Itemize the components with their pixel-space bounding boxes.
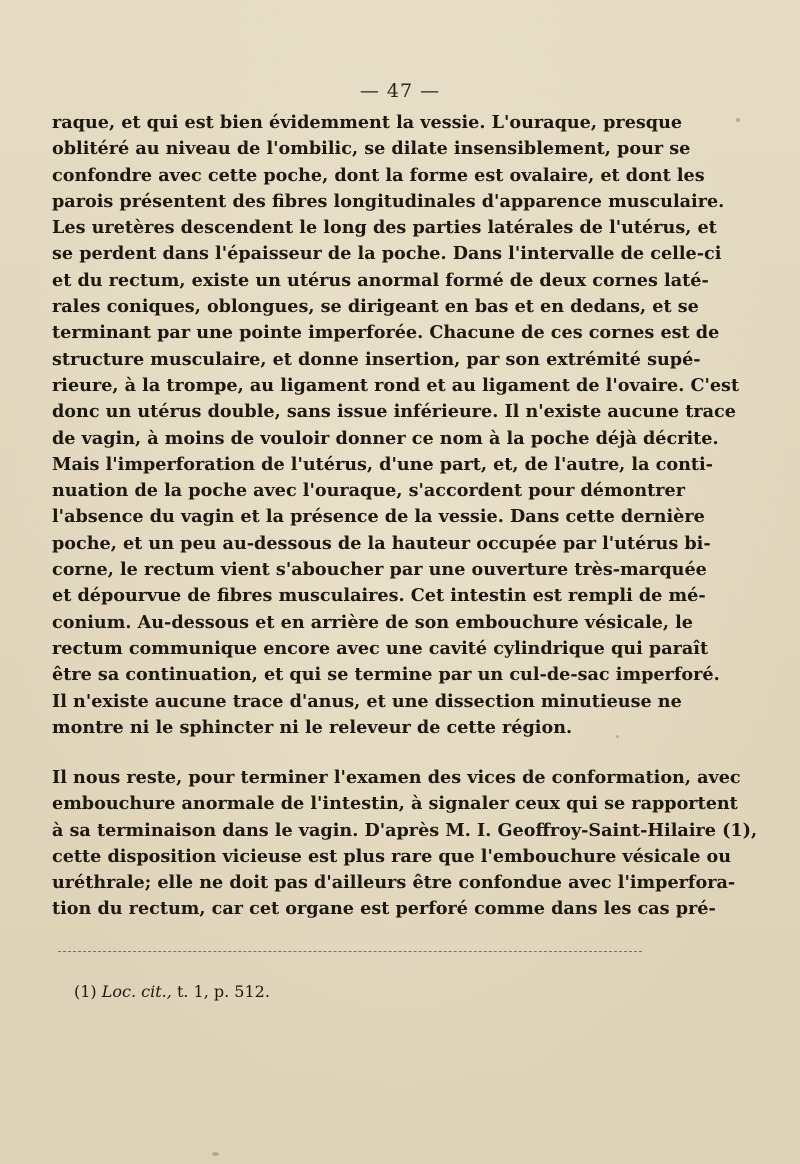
text-line: rectum communique encore avec une cavité cylindrique qui paraît bbox=[52, 637, 709, 659]
paper-stain bbox=[616, 735, 619, 738]
text-line: uréthrale; elle ne doit pas d'ailleurs être confondue avec l'imperfora- bbox=[52, 872, 736, 894]
text-line: raque, et qui est bien évidemment la vessie. L'ouraque, presque bbox=[52, 112, 683, 133]
footnote-reference: Loc. cit., bbox=[101, 982, 172, 1001]
text-line: donc un utérus double, sans issue inférieure. Il n'existe aucune trace bbox=[52, 401, 736, 423]
paragraph-1 bbox=[52, 110, 740, 741]
text-line: oblitéré au niveau de l'ombilic, se dilate insensiblement, pour se bbox=[52, 138, 691, 160]
text-line: et dépourvue de fibres musculaires. Cet intestin est rempli de mé- bbox=[52, 585, 706, 607]
text-line: conium. Au-dessous et en arrière de son embouchure vésicale, le bbox=[52, 611, 693, 633]
text-line: et du rectum, existe un utérus anormal formé de deux cornes laté- bbox=[52, 269, 709, 291]
text-line: rales coniques, oblongues, se dirigeant en bas et en dedans, et se bbox=[52, 296, 699, 318]
text-line: montre ni le sphincter ni le releveur de cette région. bbox=[52, 716, 573, 738]
paper-stain bbox=[736, 118, 740, 122]
text-line: embouchure anormale de l'intestin, à signaler ceux qui se rapportent bbox=[52, 793, 738, 815]
text-line: parois présentent des fibres longitudinales d'apparence musculaire. bbox=[52, 190, 725, 212]
text-line: poche, et un peu au-dessous de la hauteur occupée par l'utérus bi- bbox=[52, 532, 711, 554]
text-line: Il n'existe aucune trace d'anus, et une dissection minutieuse ne bbox=[52, 690, 682, 712]
footnote bbox=[74, 982, 270, 1001]
footnote-divider bbox=[58, 951, 642, 952]
paper-stain bbox=[212, 1152, 219, 1156]
footnote-marker: (1) bbox=[74, 982, 97, 1001]
text-line: à sa terminaison dans le vagin. D'après M. I. Geoffroy-Saint-Hilaire (1), bbox=[52, 819, 758, 841]
footnote-location: t. 1, p. 512. bbox=[176, 982, 270, 1001]
text-line: Mais l'imperforation de l'utérus, d'une part, et, de l'autre, la conti- bbox=[52, 453, 713, 475]
text-line: Il nous reste, pour terminer l'examen des vices de conformation, avec bbox=[52, 767, 741, 788]
text-line: être sa continuation, et qui se termine par un cul-de-sac imperforé. bbox=[52, 664, 720, 686]
page-number: — 47 — bbox=[359, 80, 441, 102]
text-line: l'absence du vagin et la présence de la vessie. Dans cette dernière bbox=[52, 506, 705, 528]
paragraph-2 bbox=[52, 765, 758, 923]
text-line: Les uretères descendent le long des parties latérales de l'utérus, et bbox=[52, 217, 717, 239]
text-line: de vagin, à moins de vouloir donner ce nom à la poche déjà décrite. bbox=[52, 427, 719, 449]
text-line: structure musculaire, et donne insertion, par son extrémité supé- bbox=[52, 348, 701, 370]
text-line: cette disposition vicieuse est plus rare que l'embouchure vésicale ou bbox=[52, 845, 732, 867]
text-line: rieure, à la trompe, au ligament rond et au ligament de l'ovaire. C'est bbox=[52, 374, 740, 396]
text-line: corne, le rectum vient s'aboucher par une ouverture très-marquée bbox=[52, 559, 707, 581]
text-line: se perdent dans l'épaisseur de la poche. Dans l'intervalle de celle-ci bbox=[52, 243, 722, 265]
text-line: terminant par une pointe imperforée. Chacune de ces cornes est de bbox=[52, 322, 720, 344]
text-line: nuation de la poche avec l'ouraque, s'accordent pour démontrer bbox=[52, 480, 685, 502]
text-line: tion du rectum, car cet organe est perforé comme dans les cas pré- bbox=[52, 898, 716, 920]
text-line: confondre avec cette poche, dont la forme est ovalaire, et dont les bbox=[52, 164, 705, 186]
